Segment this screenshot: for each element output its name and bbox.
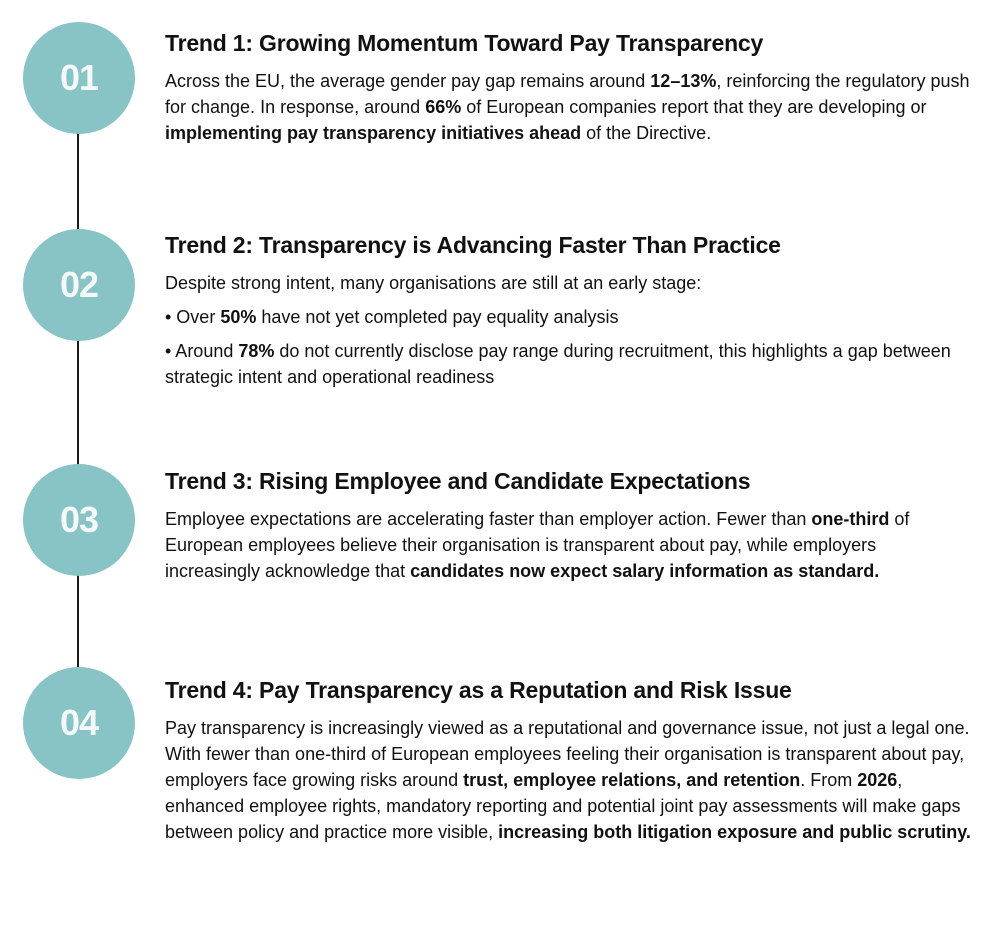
trend-section [165, 675, 975, 853]
highlighted-text: 66% [425, 97, 462, 117]
trend-title: Trend 3: Rising Employee and Candidate Expectations [165, 468, 751, 494]
highlighted-text: trust, employee relations, and retention [463, 770, 801, 790]
body-text: Employee expectations are accelerating faster than employer action. Fewer than [165, 509, 812, 529]
trend-number: 03 [59, 499, 99, 540]
trend-paragraph [165, 304, 975, 330]
highlighted-text: 2026 [857, 770, 898, 790]
highlighted-text: candidates now expect salary information as standard. [410, 561, 880, 581]
trend-section [165, 28, 975, 154]
trend-section [165, 230, 975, 398]
trend-title: Trend 1: Growing Momentum Toward Pay Transparency [165, 30, 764, 56]
trend-paragraph [165, 68, 975, 146]
body-text: of the Directive. [581, 123, 712, 143]
trend-number-badge [23, 464, 135, 576]
body-text: of European employees believe their organisation is transparent about pay, while employers increasingly acknowledge that [165, 509, 910, 581]
highlighted-text: one-third [811, 509, 890, 529]
body-text: have not yet completed pay equality analysis [256, 307, 619, 327]
trend-title: Trend 4: Pay Transparency as a Reputation and Risk Issue [165, 677, 792, 703]
trend-number: 02 [59, 264, 99, 305]
trend-paragraph [165, 338, 975, 390]
trend-number-badge [23, 667, 135, 779]
body-text: Despite strong intent, many organisations are still at an early stage: [165, 273, 702, 293]
body-text: • Around [165, 341, 239, 361]
trend-paragraph [165, 715, 975, 845]
trend-number-badge [23, 22, 135, 134]
trend-number: 01 [59, 57, 99, 98]
body-text: do not currently disclose pay range during recruitment, this highlights a gap between strategic intent and operational readiness [165, 341, 951, 387]
body-text: . From [800, 770, 858, 790]
body-text: , enhanced employee rights, mandatory reporting and potential joint pay assessments will make gaps between policy and practice more visible, [165, 770, 961, 842]
trend-title: Trend 2: Transparency is Advancing Faster Than Practice [165, 232, 781, 258]
body-text: of European companies report that they are developing or [461, 97, 927, 117]
trend-paragraph [165, 506, 975, 584]
timeline-line [77, 80, 79, 725]
trend-paragraph [165, 270, 975, 296]
trend-number-badge [23, 229, 135, 341]
highlighted-text: increasing both litigation exposure and public scrutiny. [498, 822, 971, 842]
body-text: Pay transparency is increasingly viewed as a reputational and governance issue, not just a legal one. With fewer than one-third of European employees feeling their organisation is transparent about pay, employers face growing risks around [165, 718, 970, 790]
trend-section [165, 466, 975, 592]
highlighted-text: 12–13% [650, 71, 717, 91]
highlighted-text: 78% [238, 341, 275, 361]
body-text: Across the EU, the average gender pay gap remains around [165, 71, 651, 91]
body-text: , reinforcing the regulatory push for change. In response, around [165, 71, 970, 117]
trend-number: 04 [59, 702, 99, 743]
highlighted-text: 50% [220, 307, 257, 327]
body-text: • Over [165, 307, 221, 327]
highlighted-text: implementing pay transparency initiatives ahead [165, 123, 582, 143]
